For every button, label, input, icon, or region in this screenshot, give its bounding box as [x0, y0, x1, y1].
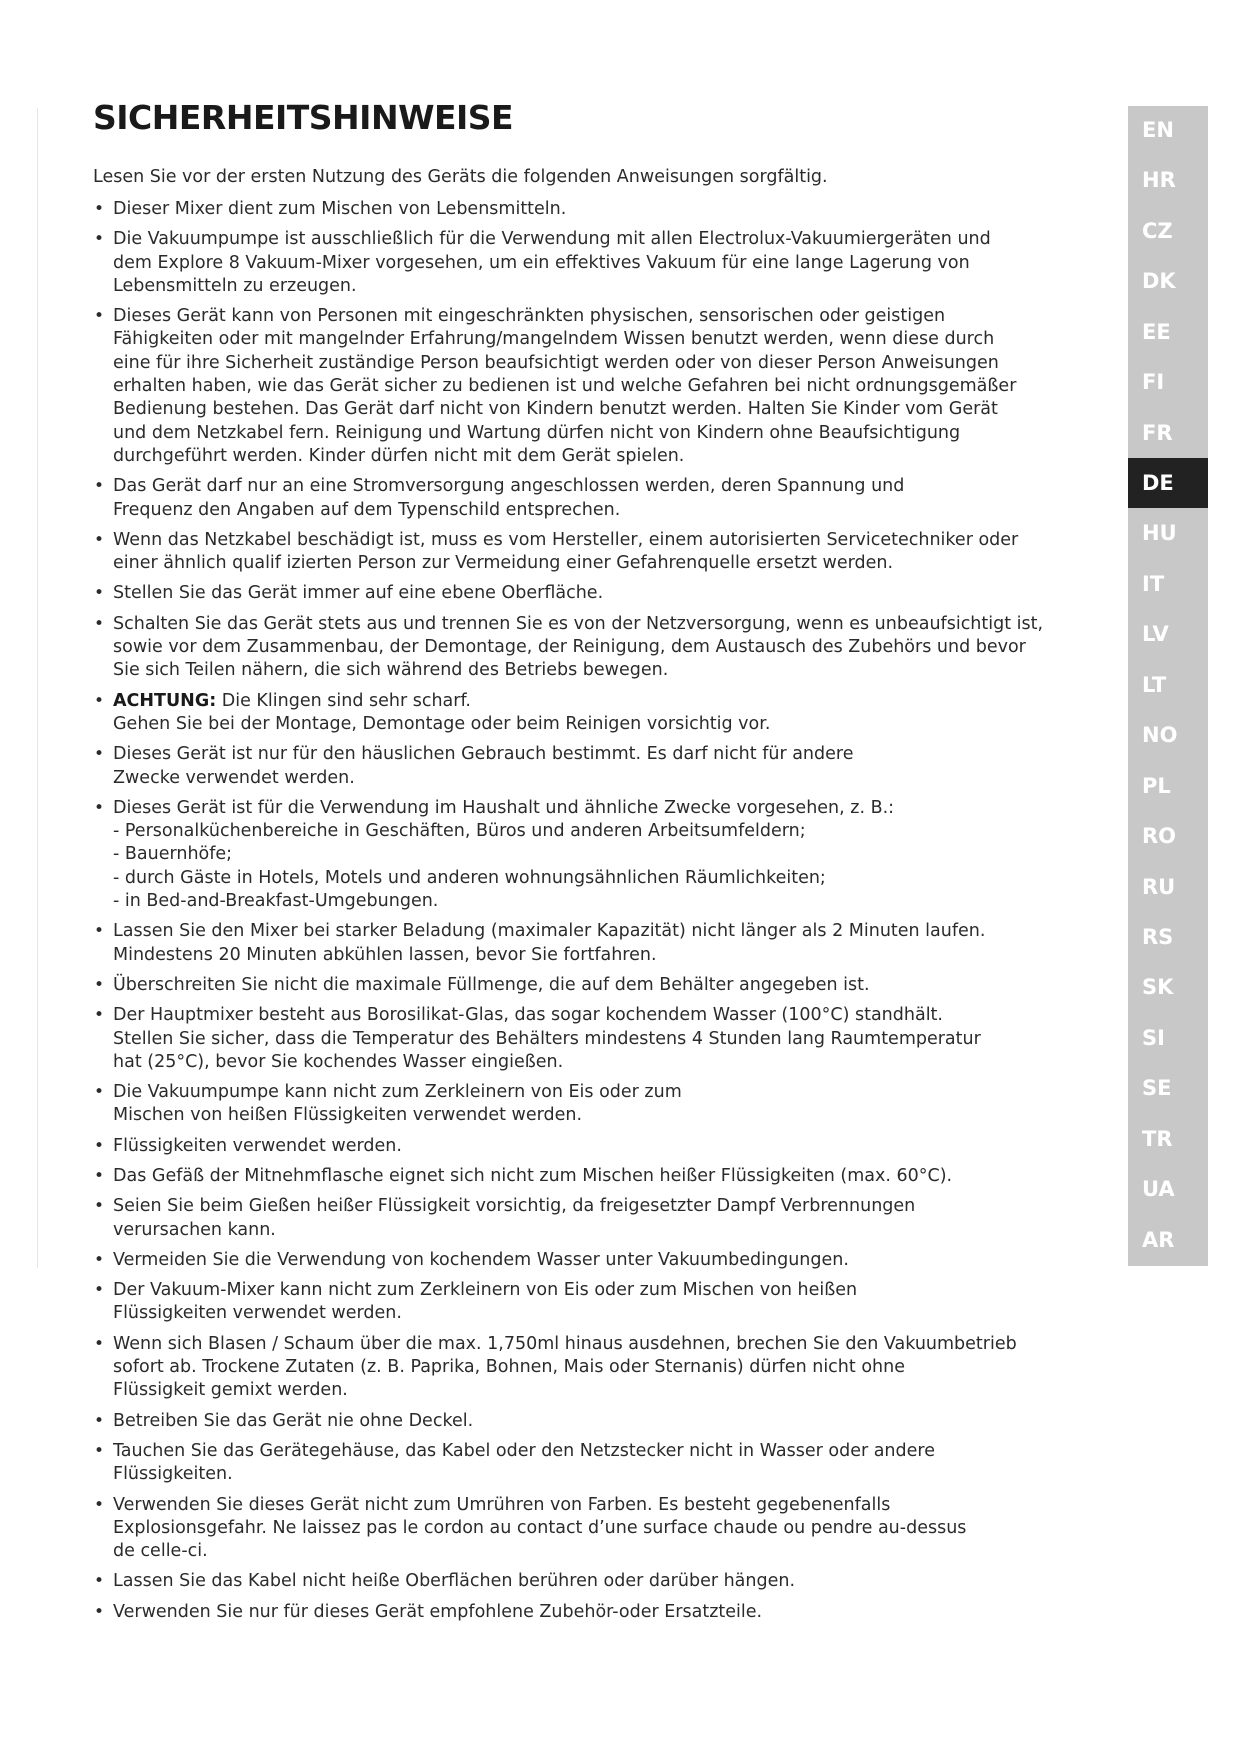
tab-lang-ro[interactable]: RO [1142, 824, 1177, 848]
safety-item [93, 1333, 1083, 1403]
bullet-icon: • [94, 690, 105, 711]
safety-item [93, 228, 1083, 298]
bullet-icon: • [94, 1571, 105, 1592]
safety-item [93, 529, 1083, 576]
bullet-icon: • [94, 1280, 105, 1301]
safety-item-text [113, 691, 770, 734]
language-tab-bar [1128, 106, 1208, 1266]
safety-item-text [113, 1441, 935, 1484]
safety-item-text [113, 921, 985, 964]
safety-item-text [113, 798, 894, 911]
bullet-icon: • [94, 476, 105, 497]
safety-item-body: Dieser Mixer dient zum Mischen von Lebensmitteln. [113, 199, 567, 219]
bullet-icon: • [94, 583, 105, 604]
safety-item [93, 475, 1083, 522]
bullet-icon: • [94, 974, 105, 995]
safety-item-text [113, 1166, 952, 1186]
safety-item-body: Tauchen Sie das Gerätegehäuse, das Kabel oder den Netzstecker nicht in Wasser oder andere Flüssigkeiten. [113, 1440, 935, 1485]
bullet-icon: • [94, 744, 105, 765]
safety-item-text [113, 476, 904, 519]
tab-lang-tr[interactable]: TR [1142, 1127, 1173, 1151]
tab-lang-hu[interactable]: HU [1142, 521, 1177, 545]
safety-item-body: Betreiben Sie das Gerät nie ohne Deckel. [113, 1410, 474, 1431]
safety-item-text [113, 1250, 849, 1270]
safety-item-body: Das Gefäß der Mitnehmflasche eignet sich nicht zum Mischen heißer Flüssigkeiten (max. 60°C). [113, 1165, 953, 1186]
safety-item [93, 198, 1083, 221]
safety-item-body: Lassen Sie das Kabel nicht heiße Oberflächen berühren oder darüber hängen. [113, 1571, 796, 1592]
tab-lang-en[interactable]: EN [1142, 118, 1174, 142]
safety-item-body: Die Vakuumpumpe kann nicht zum Zerkleinern von Eis oder zum Mischen von heißen Flüssigkeiten verwendet werden. [113, 1082, 682, 1126]
tab-lang-rs[interactable]: RS [1142, 925, 1174, 949]
tab-lang-se[interactable]: SE [1142, 1076, 1172, 1100]
safety-item-text [113, 1280, 857, 1323]
tab-lang-ua[interactable]: UA [1142, 1177, 1175, 1201]
bullet-icon: • [94, 921, 105, 942]
safety-item [93, 1601, 1083, 1624]
safety-item [93, 690, 1083, 737]
safety-item [93, 305, 1083, 468]
tab-lang-de[interactable]: DE [1128, 458, 1208, 508]
safety-item-body: Überschreiten Sie nicht die maximale Füllmenge, die auf dem Behälter angegeben ist. [113, 974, 870, 995]
safety-item-body: Vermeiden Sie die Verwendung von kochendem Wasser unter Vakuumbedingungen. [113, 1249, 849, 1270]
safety-item [93, 613, 1083, 683]
bullet-icon: • [94, 1005, 105, 1026]
safety-item-body: Dieses Gerät kann von Personen mit eingeschränkten physischen, sensorischen oder geistigen Fähigkeiten oder mit mangelnder Erfahrung/mangelndem Wissen benutzt werden, wenn diese durch eine für ihre Sicherheit zuständige Person beaufsichtigt werden oder von dieser Person Anweisungen erhalten haben, wie das Gerät sicher zu bedienen ist und welche Gefahren bei nicht ordnungsgemäßer Bedienung bestehen. Das Gerät darf nicht von Kindern benutzt werden. Halten Sie Kinder vom Gerät und dem Netzkabel fern. Reinigung und Wartung dürfen nicht von Kindern ohne Beaufsichtigung durchgeführt werden. Kinder dürfen nicht mit dem Gerät spielen. [113, 306, 1017, 466]
safety-item [93, 1279, 1083, 1326]
safety-item-text [113, 1495, 966, 1562]
safety-item-body: Flüssigkeiten verwendet werden. [113, 1135, 402, 1156]
safety-item [93, 1570, 1083, 1593]
safety-item [93, 797, 1083, 913]
bullet-icon: • [94, 797, 105, 818]
safety-item-body: Wenn das Netzkabel beschädigt ist, muss es vom Hersteller, einem autorisierten Servicetechniker oder einer ähnlich qualif izierten Person zur Vermeidung einer Gefahrenquelle ersetzt werden. [113, 529, 1019, 574]
bullet-icon: • [94, 1249, 105, 1270]
safety-item-body: Der Hauptmixer besteht aus Borosilikat-Glas, das sogar kochendem Wasser (100°C) standhält. Stellen Sie sicher, dass die Temperatur des Behälters mindestens 4 Stunden lang Raumtemperatur hat (25°C), bevor Sie kochendes Wasser eingießen. [113, 1005, 981, 1072]
safety-item-text [113, 1411, 473, 1431]
tab-lang-si[interactable]: SI [1142, 1026, 1165, 1050]
safety-item-text [113, 583, 603, 603]
bullet-icon: • [94, 1165, 105, 1186]
safety-item-text [113, 744, 853, 787]
bullet-icon: • [94, 1333, 105, 1354]
tab-lang-cz[interactable]: CZ [1142, 219, 1173, 243]
safety-item [93, 1135, 1083, 1158]
intro-text: Lesen Sie vor der ersten Nutzung des Geräts die folgenden Anweisungen sorgfältig. [93, 167, 828, 187]
safety-item-body: Lassen Sie den Mixer bei starker Beladung (maximaler Kapazität) nicht länger als 2 Minuten laufen. Mindestens 20 Minuten abkühlen lassen, bevor Sie fortfahren. [113, 921, 986, 965]
safety-item-body: Seien Sie beim Gießen heißer Flüssigkeit vorsichtig, da freigesetzter Dampf Verbrennungen verursachen kann. [113, 1196, 916, 1240]
bullet-icon: • [94, 199, 105, 219]
safety-item-body: Der Vakuum-Mixer kann nicht zum Zerkleinern von Eis oder zum Mischen von heißen Flüssigkeiten verwendet werden. [113, 1280, 858, 1324]
safety-item-text [113, 975, 870, 995]
safety-item-text [113, 306, 1016, 466]
tab-lang-it[interactable]: IT [1142, 572, 1165, 596]
safety-item [93, 1195, 1083, 1242]
safety-item [93, 1004, 1083, 1074]
safety-item-body: Die Klingen sind sehr scharf. Gehen Sie bei der Montage, Demontage oder beim Reinigen vorsichtig vor. [113, 690, 771, 734]
bullet-icon: • [94, 1440, 105, 1461]
safety-item-body: Das Gerät darf nur an eine Stromversorgung angeschlossen werden, deren Spannung und Frequenz den Angaben auf dem Typenschild entsprechen. [113, 476, 905, 520]
bullet-icon: • [94, 1196, 105, 1217]
safety-item [93, 920, 1083, 967]
tab-lang-ar[interactable]: AR [1142, 1228, 1175, 1252]
safety-item [93, 743, 1083, 790]
tab-lang-fi[interactable]: FI [1142, 370, 1165, 394]
tab-lang-ee[interactable]: EE [1142, 320, 1171, 344]
safety-item-body: Die Vakuumpumpe ist ausschließlich für die Verwendung mit allen Electrolux-Vakuumiergeräten und dem Explore 8 Vakuum-Mixer vorgesehen, um ein effektives Vakuum für eine lange Lagerung von Lebensmitteln zu erzeugen. [113, 229, 991, 296]
tab-lang-no[interactable]: NO [1142, 723, 1178, 747]
safety-item-body: Dieses Gerät ist nur für den häuslichen Gebrauch bestimmt. Es darf nicht für andere Zwecke verwendet werden. [113, 744, 854, 788]
safety-item [93, 1440, 1083, 1487]
bullet-icon: • [94, 306, 105, 327]
safety-item-body: Wenn sich Blasen / Schaum über die max. 1,750ml hinaus ausdehnen, brechen Sie den Vakuumbetrieb sofort ab. Trockene Zutaten (z. B. Paprika, Bohnen, Mais oder Sternanis) dürfen nicht ohne Flüssigkeit gemixt werden. [113, 1333, 1017, 1401]
safety-item-body: Verwenden Sie nur für dieses Gerät empfohlene Zubehör-oder Ersatzteile. [113, 1601, 763, 1622]
safety-item [93, 582, 1083, 605]
safety-item-text [113, 199, 566, 219]
safety-item-body: Stellen Sie das Gerät immer auf eine ebene Oberfläche. [113, 583, 604, 604]
bullet-icon: • [94, 613, 105, 634]
page-margin-rule [37, 108, 38, 1268]
tab-lang-ru[interactable]: RU [1142, 875, 1176, 899]
safety-item [93, 1165, 1083, 1188]
bullet-icon: • [94, 529, 105, 550]
safety-item-text [113, 530, 1018, 573]
safety-item [93, 1410, 1083, 1433]
safety-item-text [113, 229, 991, 296]
safety-item-text [113, 1602, 762, 1622]
warning-label: ACHTUNG: [113, 690, 217, 711]
safety-item [93, 974, 1083, 997]
safety-item-text [113, 1005, 981, 1072]
safety-item-text [113, 1082, 682, 1125]
bullet-icon: • [94, 1410, 105, 1431]
page-title: SICHERHEITSHINWEISE [93, 98, 514, 137]
tab-lang-pl[interactable]: PL [1142, 774, 1171, 798]
bullet-icon: • [94, 1601, 105, 1622]
safety-item-body: Verwenden Sie dieses Gerät nicht zum Umrühren von Farben. Es besteht gegebenenfalls Explosionsgefahr. Ne laissez pas le cordon au contact d’une surface chaude ou pendre au-dessus de celle-ci. [113, 1494, 967, 1562]
tab-lang-lv[interactable]: LV [1142, 622, 1169, 646]
safety-item-text [113, 614, 1043, 681]
safety-item-text [113, 1334, 1017, 1401]
safety-item-text [113, 1196, 915, 1239]
bullet-icon: • [94, 229, 105, 250]
safety-item-body: Schalten Sie das Gerät stets aus und trennen Sie es von der Netzversorgung, wenn es unbeaufsichtigt ist, sowie vor dem Zusammenbau, der Demontage, der Reinigung, dem Austausch des Zubehörs und bevor Sie sich Teilen nähern, die sich während des Betriebs bewegen. [113, 613, 1044, 681]
tab-lang-dk[interactable]: DK [1142, 269, 1176, 293]
tab-lang-fr[interactable]: FR [1142, 421, 1173, 445]
bullet-icon: • [94, 1082, 105, 1103]
safety-item [93, 1249, 1083, 1272]
bullet-icon: • [94, 1494, 105, 1515]
safety-instructions-list [93, 198, 1083, 1631]
safety-item-text [113, 1571, 795, 1591]
tab-lang-sk[interactable]: SK [1142, 975, 1174, 999]
tab-lang-lt[interactable]: LT [1142, 673, 1167, 697]
safety-item [93, 1081, 1083, 1128]
tab-lang-hr[interactable]: HR [1142, 168, 1176, 192]
safety-item-body: Dieses Gerät ist für die Verwendung im Haushalt und ähnliche Zwecke vorgesehen, z. B.: - Personalküchenbereiche in Geschäften, Büros und anderen Arbeitsumfeldern; - Bauernhöfe; - durch Gäste in Hotels, Motels und anderen wohnungsähnlichen Räumlichkeiten; - in Bed-and-Breakfast-Umgebungen. [113, 797, 895, 912]
safety-item-text [113, 1136, 402, 1156]
safety-item [93, 1494, 1083, 1564]
bullet-icon: • [94, 1135, 105, 1156]
